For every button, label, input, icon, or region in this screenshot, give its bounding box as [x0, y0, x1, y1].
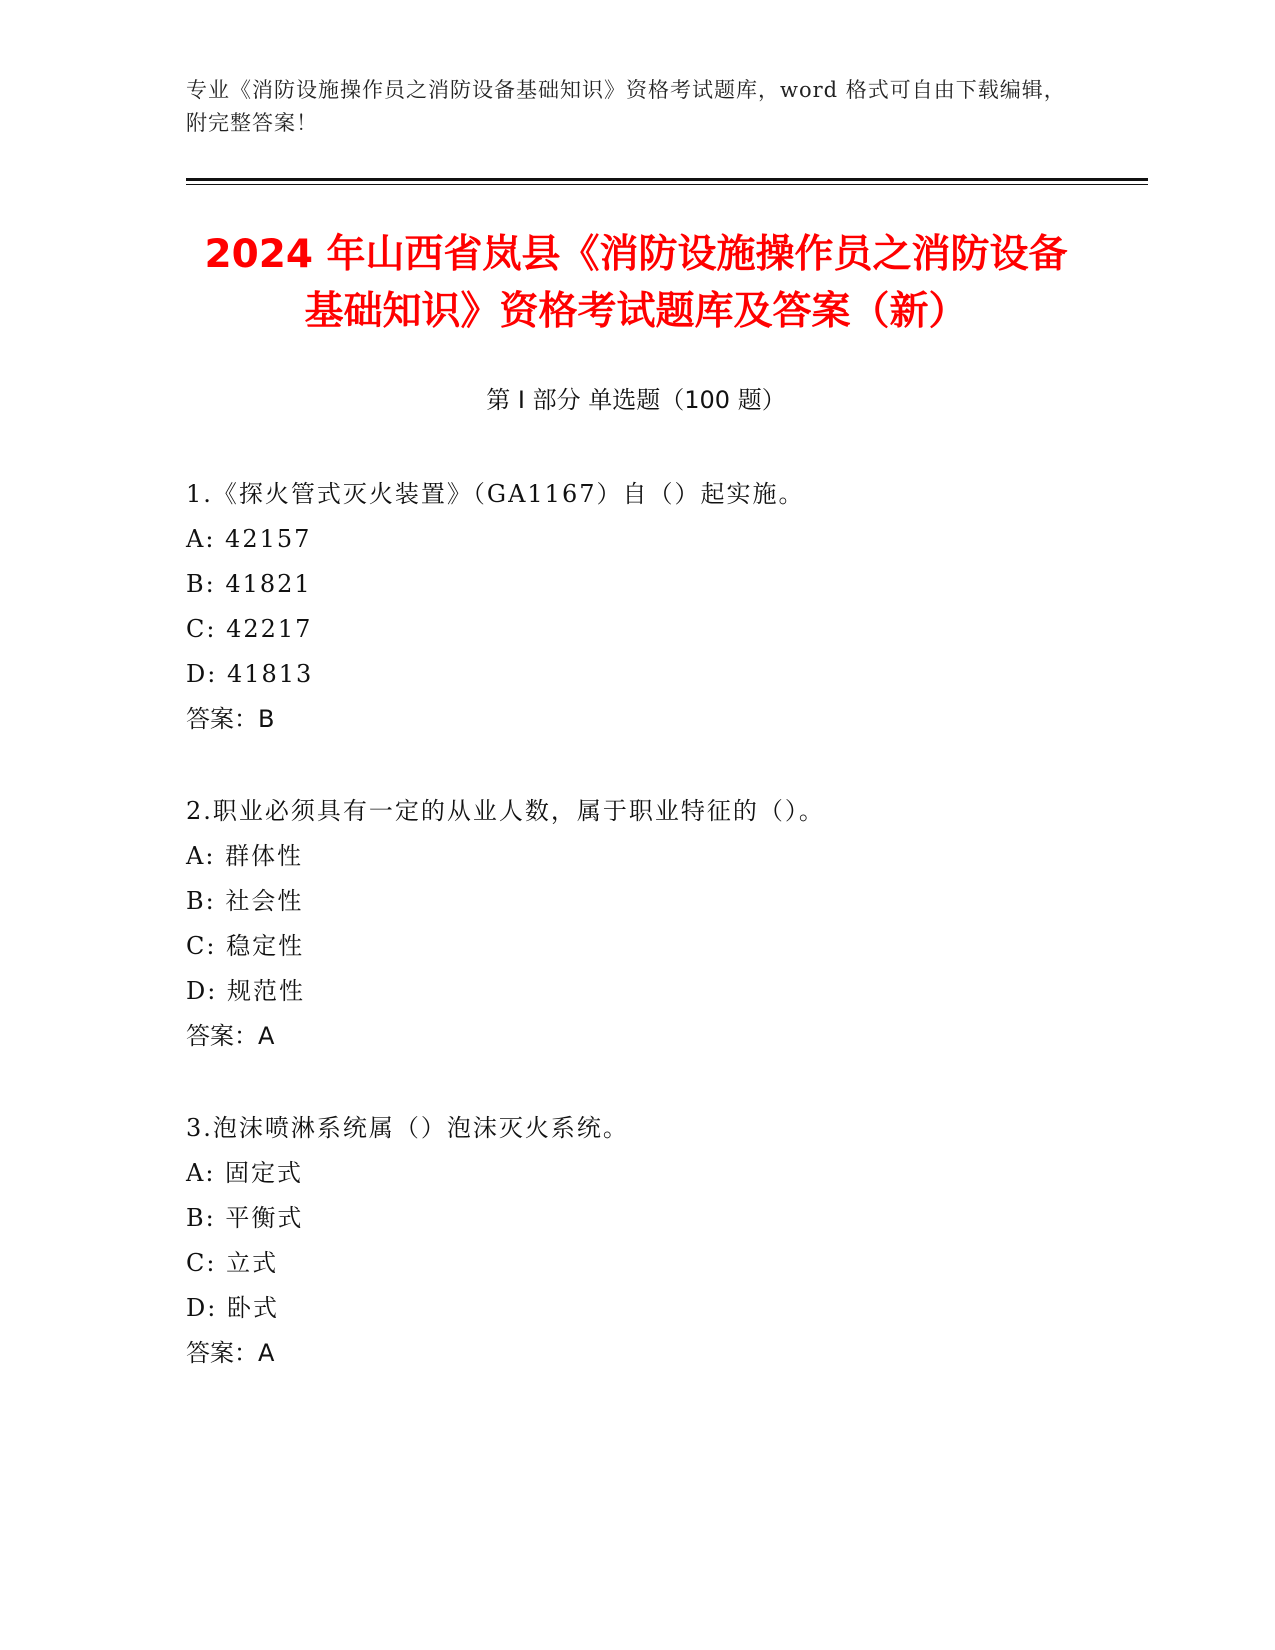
option-b: B: 41821: [186, 570, 312, 598]
header-rule-thin: [186, 184, 1148, 185]
option-d: D: 41813: [186, 660, 314, 688]
option-c: C: 42217: [186, 615, 313, 643]
option-c: C: 稳定性: [186, 932, 305, 960]
option-b: B: 平衡式: [186, 1204, 304, 1232]
answer: 答案：B: [186, 705, 275, 733]
question-stem: 1.《探火管式灭火装置》（GA1167）自（）起实施。: [186, 480, 805, 508]
question-3: [186, 1106, 1086, 1376]
option-a: A: 42157: [186, 525, 312, 553]
header-rule-thick: [186, 178, 1148, 181]
option-a: A: 固定式: [186, 1159, 304, 1187]
option-c: C: 立式: [186, 1249, 279, 1277]
question-stem: 2.职业必须具有一定的从业人数，属于职业特征的（）。: [186, 797, 825, 825]
option-b: B: 社会性: [186, 887, 304, 915]
option-d: D: 卧式: [186, 1294, 279, 1322]
answer: 答案：A: [186, 1022, 275, 1050]
question-1: [186, 472, 1086, 742]
question-stem: 3.泡沫喷淋系统属（）泡沫灭火系统。: [186, 1114, 629, 1142]
document-title: 2024 年山西省岚县《消防设施操作员之消防设备基础知识》资格考试题库及答案（新）: [204, 232, 1068, 334]
header-note: 专业《消防设施操作员之消防设备基础知识》资格考试题库，word 格式可自由下载编辑，附完整答案！: [186, 78, 1066, 135]
section-title: 第 I 部分 单选题（100 题）: [486, 386, 786, 414]
answer: 答案：A: [186, 1339, 275, 1367]
option-d: D: 规范性: [186, 977, 305, 1005]
option-a: A: 群体性: [186, 842, 304, 870]
question-2: [186, 789, 1086, 1059]
